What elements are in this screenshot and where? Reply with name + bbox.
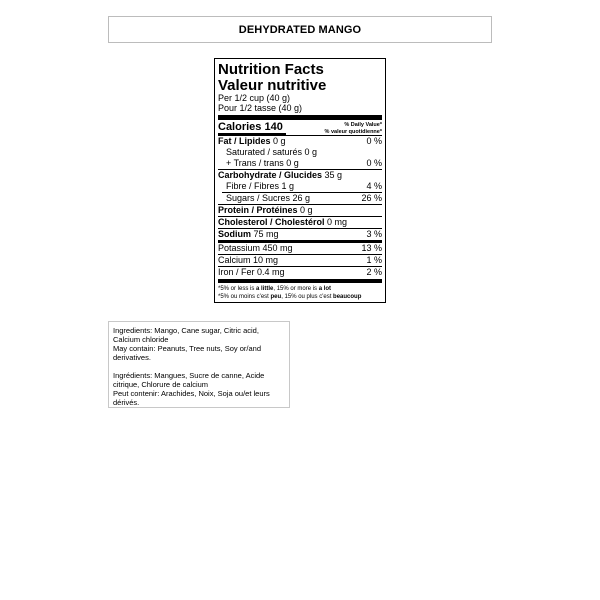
calories-rule xyxy=(218,133,286,135)
saturated-trans-row xyxy=(218,147,382,169)
sugars-dv: 26 % xyxy=(361,193,382,203)
nutrition-facts-table xyxy=(214,58,386,303)
serving-size-en: Per 1/2 cup (40 g) xyxy=(218,93,291,103)
fat-amount: 0 g xyxy=(273,136,286,146)
daily-value-header-fr: % valeur quotidienne* xyxy=(324,128,382,135)
cholesterol-row xyxy=(218,217,382,228)
cholesterol-label: Cholesterol / Cholestérol xyxy=(218,217,325,227)
may-contain-fr: Peut contenir: Arachides, Noix, Soja ou/et leurs dérivés. xyxy=(113,389,270,407)
cholesterol-amount: 0 mg xyxy=(327,217,348,227)
sat-trans-dv: 0 % xyxy=(366,158,382,168)
fibre-label: Fibre / Fibres 1 g xyxy=(226,181,295,191)
divider-thick-bottom xyxy=(218,279,382,283)
serving-size-fr: Pour 1/2 tasse (40 g) xyxy=(218,103,303,113)
saturated-label: Saturated / saturés 0 g xyxy=(226,147,318,157)
iron-dv: 2 % xyxy=(366,267,382,277)
ingredients-box xyxy=(108,321,290,408)
calories-row xyxy=(218,121,382,135)
trans-label: + Trans / trans 0 g xyxy=(226,158,299,168)
potassium-dv: 13 % xyxy=(361,243,382,253)
calories: Calories 140 xyxy=(218,121,283,133)
nutrition-title-en: Nutrition Facts xyxy=(218,61,324,78)
potassium-row xyxy=(218,243,382,254)
protein-row xyxy=(218,205,382,216)
fat-dv: 0 % xyxy=(366,136,382,146)
sodium-label: Sodium xyxy=(218,229,251,239)
iron-label: Iron / Fer 0.4 mg xyxy=(218,267,285,277)
carb-amount: 35 g xyxy=(324,170,343,180)
carb-row xyxy=(218,170,382,181)
sugars-label: Sugars / Sucres 26 g xyxy=(226,193,311,203)
protein-amount: 0 g xyxy=(300,205,313,215)
divider-thick xyxy=(218,115,382,120)
sugars-row xyxy=(218,193,382,204)
fat-row xyxy=(218,136,382,147)
footnote xyxy=(218,285,382,301)
sodium-dv: 3 % xyxy=(366,229,382,239)
product-title-box xyxy=(108,16,492,43)
protein-label: Protein / Protéines xyxy=(218,205,298,215)
ingredients-fr: Ingrédients: Mangues, Sucre de canne, Acide citrique, Chlorure de calcium xyxy=(113,371,265,389)
nutrition-title-fr: Valeur nutritive xyxy=(218,77,327,94)
fat-label: Fat / Lipides xyxy=(218,136,271,146)
calcium-row xyxy=(218,255,382,266)
potassium-label: Potassium 450 mg xyxy=(218,243,293,253)
fibre-row xyxy=(218,181,382,192)
carb-label: Carbohydrate / Glucides xyxy=(218,170,323,180)
iron-row xyxy=(218,267,382,278)
ingredients-en: Ingredients: Mango, Cane sugar, Citric acid, Calcium chloride xyxy=(113,326,259,344)
footnote-fr: *5% ou moins c'est peu, 15% ou plus c'est beaucoup xyxy=(218,294,362,300)
may-contain-en: May contain: Peanuts, Tree nuts, Soy or/and derivatives. xyxy=(113,344,262,362)
calcium-dv: 1 % xyxy=(366,255,382,265)
footnote-en: *5% or less is a little, 15% or more is a lot xyxy=(218,286,332,292)
calcium-label: Calcium 10 mg xyxy=(218,255,279,265)
product-title: DEHYDRATED MANGO xyxy=(238,23,362,36)
fibre-dv: 4 % xyxy=(366,181,382,191)
sodium-row xyxy=(218,229,382,240)
daily-value-header-en: % Daily Value* xyxy=(344,122,382,128)
sodium-amount: 75 mg xyxy=(253,229,279,239)
